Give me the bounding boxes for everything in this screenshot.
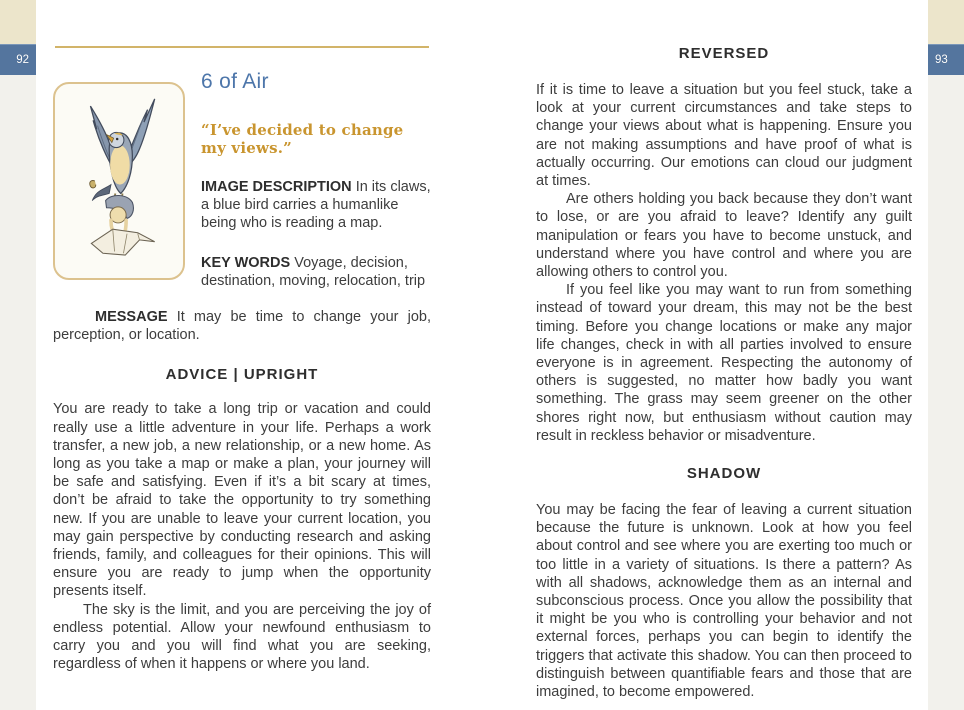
reversed-paragraph-2: Are others holding you back because they don’t want to lose, or are you afraid to leave? Identify any guilt manipulation or fears you have to become unstuck, and understand where you have control and where you are allowing others to control you. bbox=[536, 191, 912, 281]
shadow-heading: SHADOW bbox=[686, 465, 762, 483]
left-page-edge bbox=[0, 0, 36, 710]
bird-card-illustration bbox=[61, 90, 177, 272]
right-page bbox=[536, 45, 912, 701]
message-label: MESSAGE bbox=[95, 309, 168, 326]
card-quote: “I’ve decided to change my views.” bbox=[201, 121, 404, 157]
shadow-paragraph-1: You may be facing the fear of leaving a current situation because the future is unknown. Look at how you feel about control and see where you are exerting too much or too little in a variety of situations. Is there a pattern? As with all shadows, acknowledge them as an internal and subconscious process. Once you allow the possibility that it might be you who is controlling your behavior and not external forces, perhaps you can begin to identify the triggers that activate this shadow. You can then proceed to distinguish between quantifiable fears and those that are imagined, to become empowered. bbox=[536, 502, 912, 701]
advice-paragraph-2: The sky is the limit, and you are perceiving the joy of endless potential. Allow your newfound enthusiasm to carry you and you will find what you are seeking, regardless of when it happens or where you land. bbox=[53, 601, 431, 673]
advice-paragraph-1: You are ready to take a long trip or vacation and could really use a little adventure in your life. Perhaps a work transfer, a new job, a new relationship, or a new home. As long as you take a map or make a plan, your journey will be safe and satisfying. Even if it’s a bit scary at times, don’t be afraid to take the opportunity to try something new. If you are unable to leave your current location, you may gain perspective by conducting research and asking friends, family, and colleagues for their opinions. This will ensure you are ready to jump when the opportunity presents itself. bbox=[53, 401, 431, 600]
right-page-edge bbox=[928, 0, 964, 710]
page-number-tab-right: 93 bbox=[928, 44, 964, 75]
reversed-paragraph-3: If you feel like you may want to run from something instead of toward your dream, this may not be the best timing. Before you change locations or make any major life changes, check in with all parties involved to ensure everyone is in agreement. Respecting the autonomy of others is suggested, no matter how badly you want something. The grass may seem greener on the other shores right now, but enthusiasm without caution may result in reckless behavior or misadventure. bbox=[536, 282, 912, 444]
reversed-heading: REVERSED bbox=[678, 45, 770, 62]
left-page bbox=[53, 58, 431, 673]
left-top-cream-edge bbox=[0, 0, 36, 46]
reversed-paragraph-1: If it is time to leave a situation but you feel stuck, take a look at your current circumstances and take steps to change your views about what is happening. Ensure you are not making assumptions and have proof of what is actually occurring. Our emotions can cloud our judgment at times. bbox=[536, 82, 912, 190]
key-words-text: Voyage, decision, destination, moving, relocation, trip bbox=[201, 254, 426, 289]
page-number-tab-left: 92 bbox=[0, 44, 36, 75]
image-description-label: IMAGE DESCRIPTION bbox=[201, 179, 352, 195]
message bbox=[53, 308, 431, 344]
right-top-cream-edge bbox=[928, 0, 964, 46]
card-title: 6 of Air bbox=[201, 70, 269, 93]
advice-upright-heading: ADVICE | UPRIGHT bbox=[165, 366, 319, 384]
chapter-divider-rule bbox=[55, 46, 429, 48]
image-description-text: In its claws, a blue bird carries a humanlike being who is reading a map. bbox=[201, 179, 431, 232]
key-words-label: KEY WORDS bbox=[201, 254, 291, 271]
tarot-card-frame bbox=[53, 82, 185, 280]
message-text: It may be time to change your job, perception, or location. bbox=[53, 309, 432, 344]
